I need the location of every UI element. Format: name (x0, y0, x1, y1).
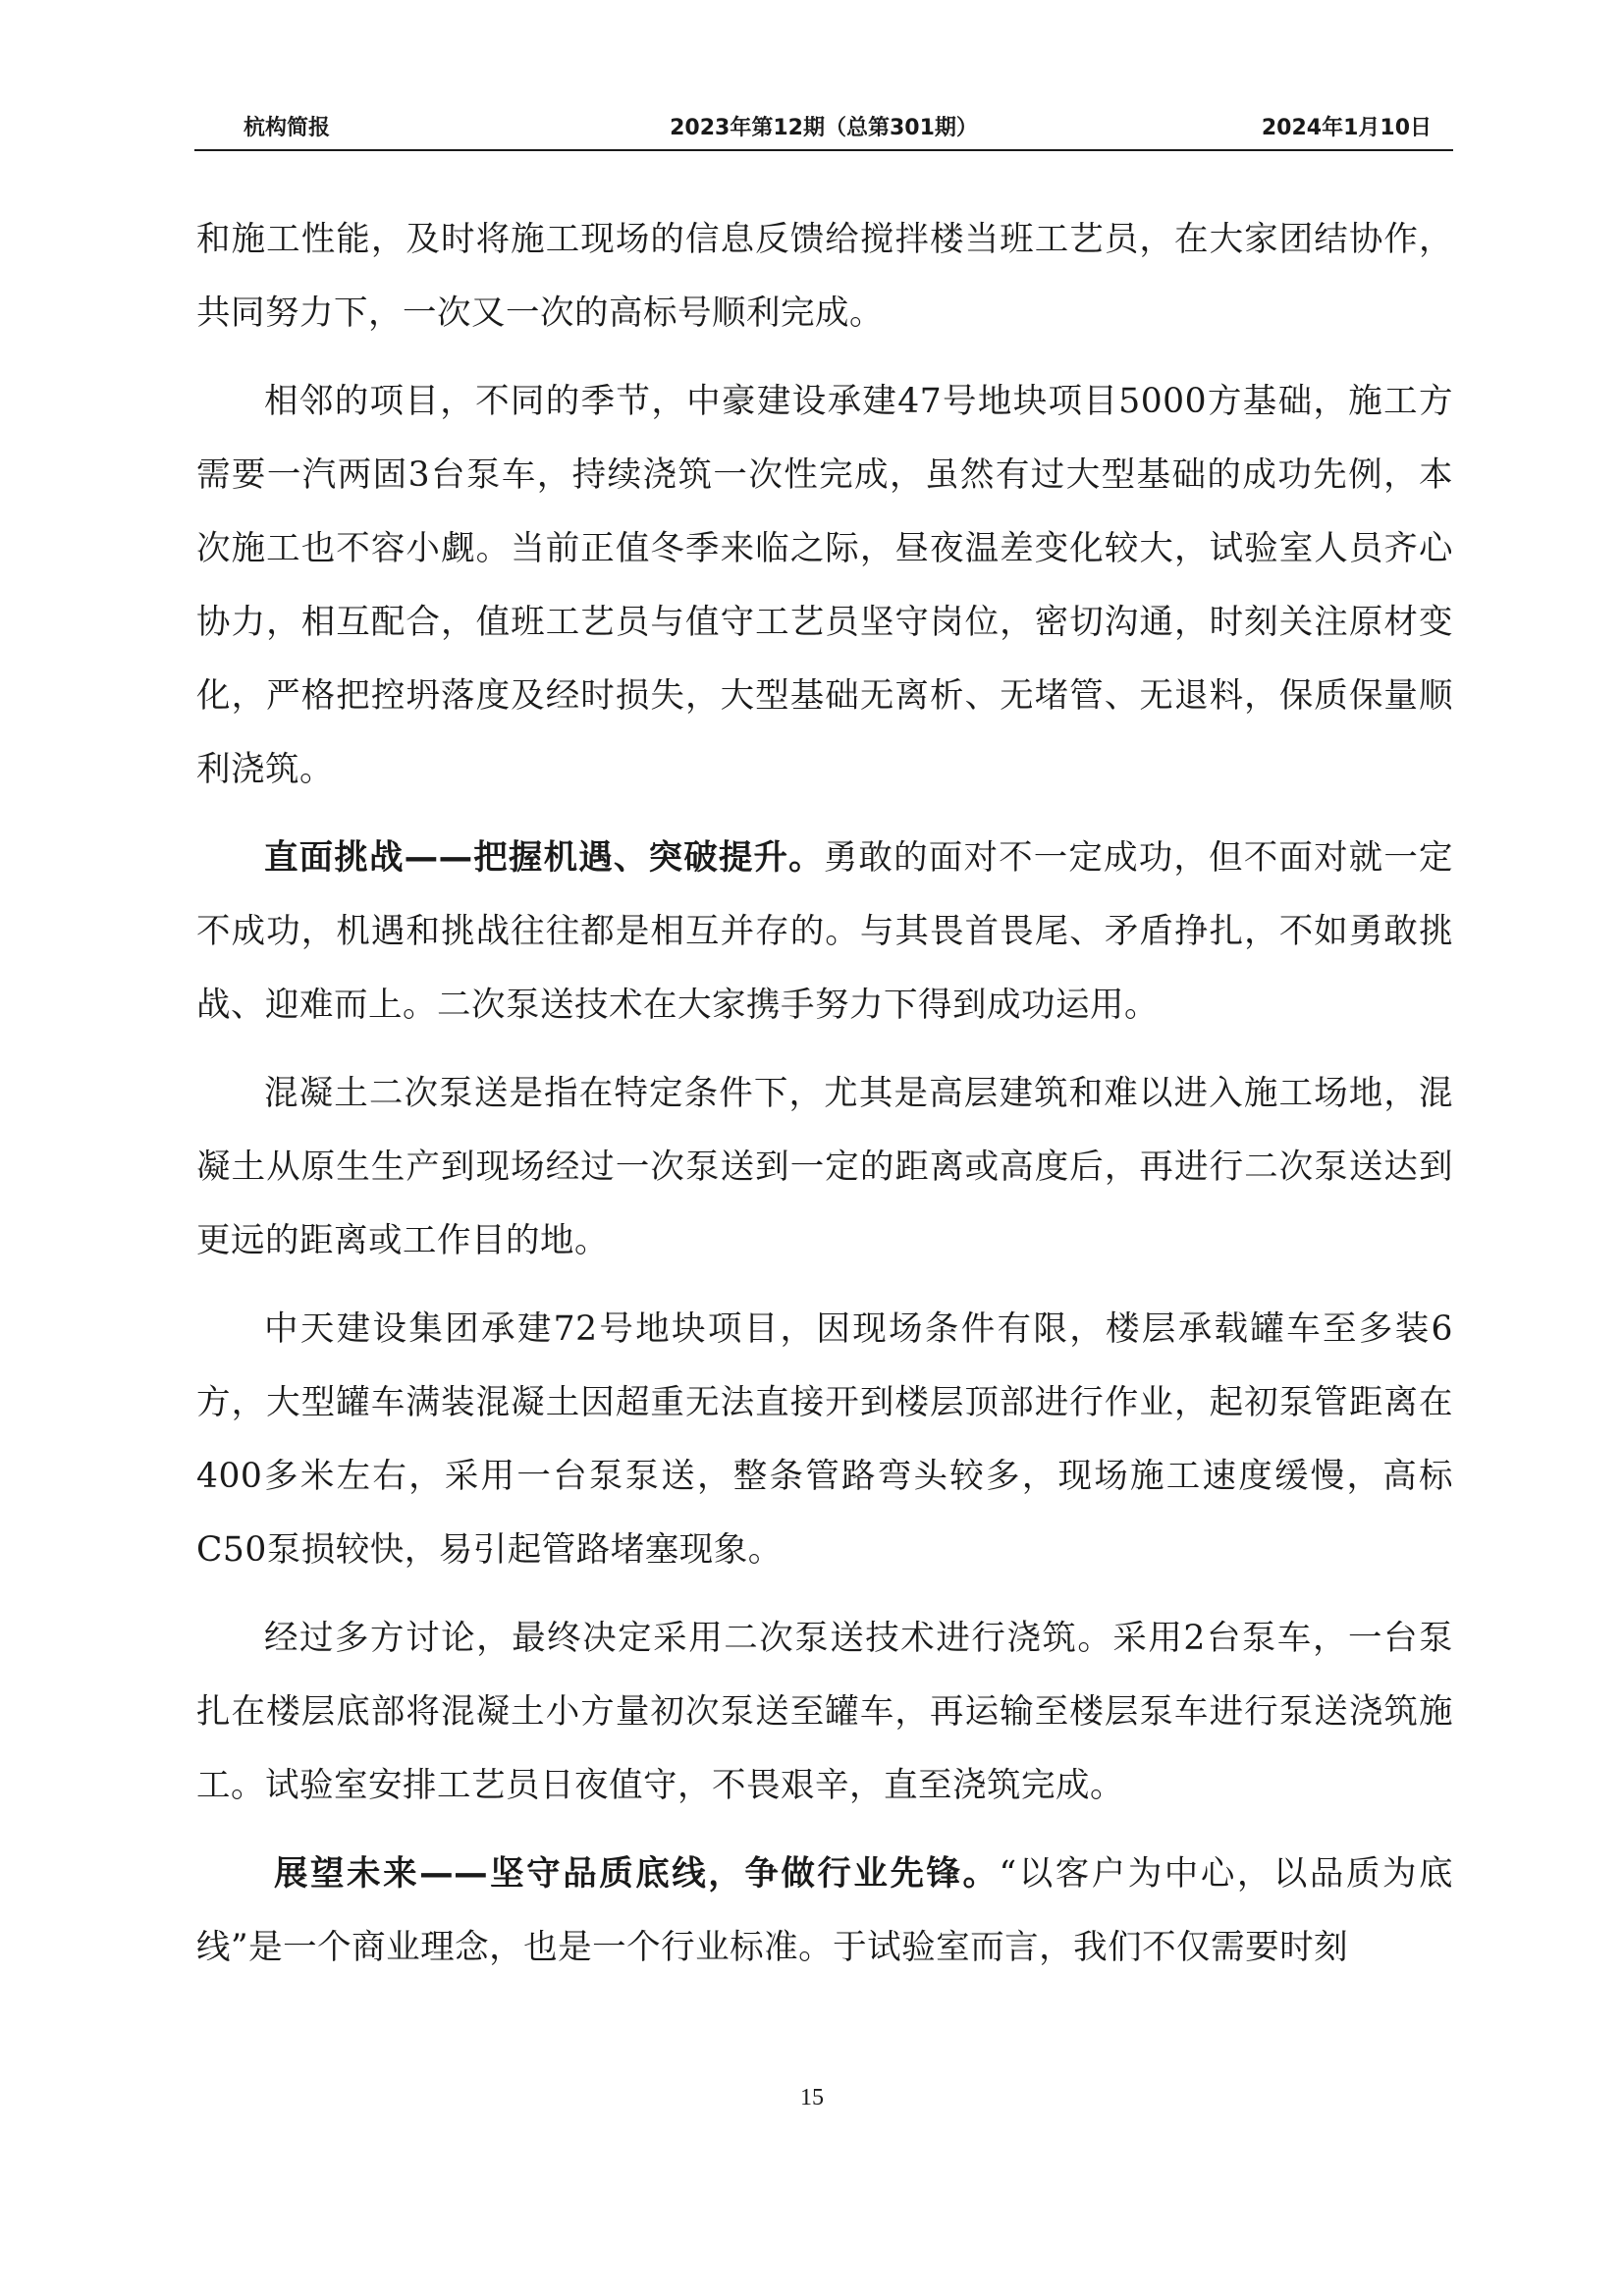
section-heading: 直面挑战——把握机遇、突破提升。 (264, 838, 824, 878)
page-number: 15 (800, 2085, 824, 2110)
paragraph (196, 203, 1453, 350)
paragraph-text: 经过多方讨论，最终决定采用二次泵送技术进行浇筑。采用2台泵车，一台泵扎在楼层底部将混凝土小方量初次泵送至罐车，再运输至楼层泵车进行泵送浇筑施工。试验室安排工艺员日夜值守，不畏艰辛，直至浇筑完成。 (196, 1619, 1453, 1805)
paragraph-text: 中天建设集团承建72号地块项目，因现场条件有限，楼层承载罐车至多装6方，大型罐车满装混凝土因超重无法直接开到楼层顶部进行作业，起初泵管距离在400多米左右，采用一台泵泵送，整条管路弯头较多，现场施工速度缓慢，高标C50泵损较快，易引起管路堵塞现象。 (196, 1309, 1453, 1570)
article-body (196, 203, 1453, 2000)
paragraph-text: “以客户为中心，以品质为底线”是一个商业理念，也是一个行业标准。于试验室而言，我们不仅需要时刻 (196, 1854, 1454, 1967)
publication-date: 2024年1月10日 (1261, 116, 1432, 140)
paragraph (196, 822, 1453, 1042)
paragraph (196, 365, 1453, 807)
running-header (194, 114, 1453, 151)
publication-name: 杭构简报 (244, 116, 331, 140)
paragraph (196, 1057, 1453, 1278)
issue-number: 2023年第12期（总第301期） (670, 116, 978, 140)
paragraph-text: 混凝土二次泵送是指在特定条件下，尤其是高层建筑和难以进入施工场地，混凝土从原生生产到现场经过一次泵送到一定的距离或高度后，再进行二次泵送达到更远的距离或工作目的地。 (196, 1074, 1453, 1260)
section-heading: 展望未来——坚守品质底线，争做行业先锋。 (274, 1854, 1000, 1894)
paragraph (196, 1602, 1453, 1823)
paragraph (196, 1293, 1453, 1587)
paragraph-text: 相邻的项目，不同的季节，中豪建设承建47号地块项目5000方基础，施工方需要一汽两固3台泵车，持续浇筑一次性完成，虽然有过大型基础的成功先例，本次施工也不容小觑。当前正值冬季来临之际，昼夜温差变化较大，试验室人员齐心协力，相互配合，值班工艺员与值守工艺员坚守岗位，密切沟通，时刻关注原材变化，严格把控坍落度及经时损失，大型基础无离析、无堵管、无退料，保质保量顺利浇筑。 (196, 382, 1453, 789)
paragraph-text: 和施工性能，及时将施工现场的信息反馈给搅拌楼当班工艺员，在大家团结协作，共同努力下，一次又一次的高标号顺利完成。 (196, 220, 1453, 333)
paragraph-text: 勇敢的面对不一定成功，但不面对就一定不成功，机遇和挑战往往都是相互并存的。与其畏首畏尾、矛盾挣扎，不如勇敢挑战、迎难而上。二次泵送技术在大家携手努力下得到成功运用。 (196, 838, 1453, 1025)
paragraph (196, 1838, 1453, 1985)
